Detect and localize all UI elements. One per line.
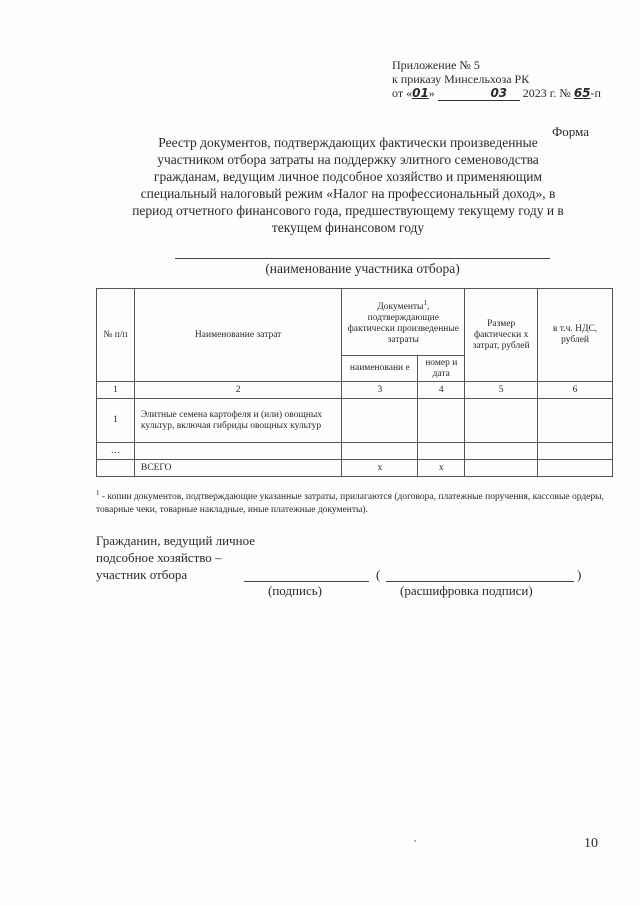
title-line-2: участником отбора затраты на поддержку элитного семеноводства bbox=[157, 152, 539, 167]
row2-number: … bbox=[97, 443, 135, 460]
col-num-1: 1 bbox=[97, 382, 135, 399]
signature-block bbox=[96, 532, 255, 583]
row1-number: 1 bbox=[97, 399, 135, 443]
col-num-2: 2 bbox=[134, 382, 341, 399]
table-row bbox=[97, 399, 613, 443]
header-row bbox=[97, 289, 613, 356]
row2-cost-name bbox=[134, 443, 341, 460]
col-num-6: 6 bbox=[538, 382, 613, 399]
col-num-4: 4 bbox=[418, 382, 465, 399]
total-number bbox=[97, 460, 135, 477]
appendix-mid: » bbox=[428, 86, 435, 100]
col-num-5: 5 bbox=[465, 382, 538, 399]
documents-register-table bbox=[96, 288, 613, 477]
total-vat bbox=[538, 460, 613, 477]
title-line-1: Реестр документов, подтверждающих фактически произведенные bbox=[158, 135, 538, 150]
header-doc-name: наименовани е bbox=[342, 356, 418, 382]
header-documents-sup: 1 bbox=[423, 298, 427, 307]
signature-field bbox=[244, 581, 369, 582]
total-x-1: x bbox=[342, 460, 418, 477]
appendix-month: 03 bbox=[488, 86, 510, 101]
signature-line-2: подсобное хозяйство – bbox=[96, 550, 222, 565]
column-number-row bbox=[97, 382, 613, 399]
col-num-3: 3 bbox=[342, 382, 418, 399]
signature-decode-field bbox=[386, 581, 574, 582]
page-number: 10 bbox=[584, 836, 598, 851]
title-line-4: специальный налоговый режим «Налог на профессиональный доход», в bbox=[140, 186, 556, 201]
appendix-prefix: от « bbox=[392, 86, 413, 100]
appendix-day: 01 bbox=[412, 86, 429, 100]
appendix-suffix: -п bbox=[590, 86, 601, 100]
header-doc-number-date: номер и дата bbox=[418, 356, 465, 382]
appendix-line-3 bbox=[392, 86, 601, 101]
appendix-line-1: Приложение № 5 bbox=[392, 58, 480, 72]
appendix-number: 65 bbox=[573, 86, 591, 100]
document-title bbox=[98, 134, 598, 236]
header-vat: в т.ч. НДС, рублей bbox=[538, 289, 613, 382]
signature-line-3: участник отбора bbox=[96, 567, 188, 582]
total-x-2: x bbox=[418, 460, 465, 477]
title-line-5: период отчетного финансового года, предшествующему текущему году и в bbox=[132, 203, 564, 218]
total-cost bbox=[465, 460, 538, 477]
total-label: ВСЕГО bbox=[134, 460, 341, 477]
appendix-year: 2023 г. № bbox=[522, 86, 571, 100]
paren-open: ( bbox=[376, 567, 381, 582]
signature-caption: (подпись) bbox=[268, 583, 322, 598]
row2-doc-name bbox=[342, 443, 418, 460]
header-actual-cost: Размер фактически х затрат, рублей bbox=[465, 289, 538, 382]
row1-cost-name: Элитные семена картофеля и (или) овощных культур, включая гибриды овощных культур bbox=[134, 399, 341, 443]
scan-speck bbox=[414, 840, 416, 842]
appendix-header bbox=[392, 58, 601, 101]
signature-line-1: Гражданин, ведущий личное bbox=[96, 533, 256, 548]
form-label: Форма bbox=[552, 124, 589, 139]
appendix-month-gap-2 bbox=[510, 86, 520, 101]
participant-name-line bbox=[175, 258, 550, 259]
footnote-text: - копии документов, подтверждающие указанные затраты, прилагаются (договора, платежные поручения, кассовые ордеры, товарные чеки, товарные накладные, иные платежные документы). bbox=[96, 492, 604, 516]
header-number: № п/п bbox=[97, 289, 135, 382]
total-row bbox=[97, 460, 613, 477]
row1-doc-number bbox=[418, 399, 465, 443]
header-cost-name: Наименование затрат bbox=[134, 289, 341, 382]
header-documents-rest: , подтверждающие фактически произведенные затраты bbox=[347, 302, 459, 346]
header-documents-label: Документы bbox=[377, 302, 424, 313]
row2-vat bbox=[538, 443, 613, 460]
row1-doc-name bbox=[342, 399, 418, 443]
signature-decode-caption: (расшифровка подписи) bbox=[400, 583, 533, 598]
title-line-6: текущем финансовом году bbox=[271, 220, 425, 235]
paren-close: ) bbox=[577, 567, 582, 582]
participant-name-caption: (наименование участника отбора) bbox=[265, 261, 460, 276]
row2-doc-number bbox=[418, 443, 465, 460]
table-row bbox=[97, 443, 613, 460]
appendix-month-gap bbox=[438, 86, 488, 101]
title-line-3: гражданам, ведущим личное подсобное хозяйство и применяющим bbox=[153, 169, 543, 184]
appendix-line-2: к приказу Минсельхоза РК bbox=[392, 72, 530, 86]
footnote bbox=[96, 487, 614, 517]
footnote-sup: 1 bbox=[96, 489, 100, 497]
row1-vat bbox=[538, 399, 613, 443]
row2-cost bbox=[465, 443, 538, 460]
header-documents bbox=[342, 289, 465, 356]
row1-cost bbox=[465, 399, 538, 443]
